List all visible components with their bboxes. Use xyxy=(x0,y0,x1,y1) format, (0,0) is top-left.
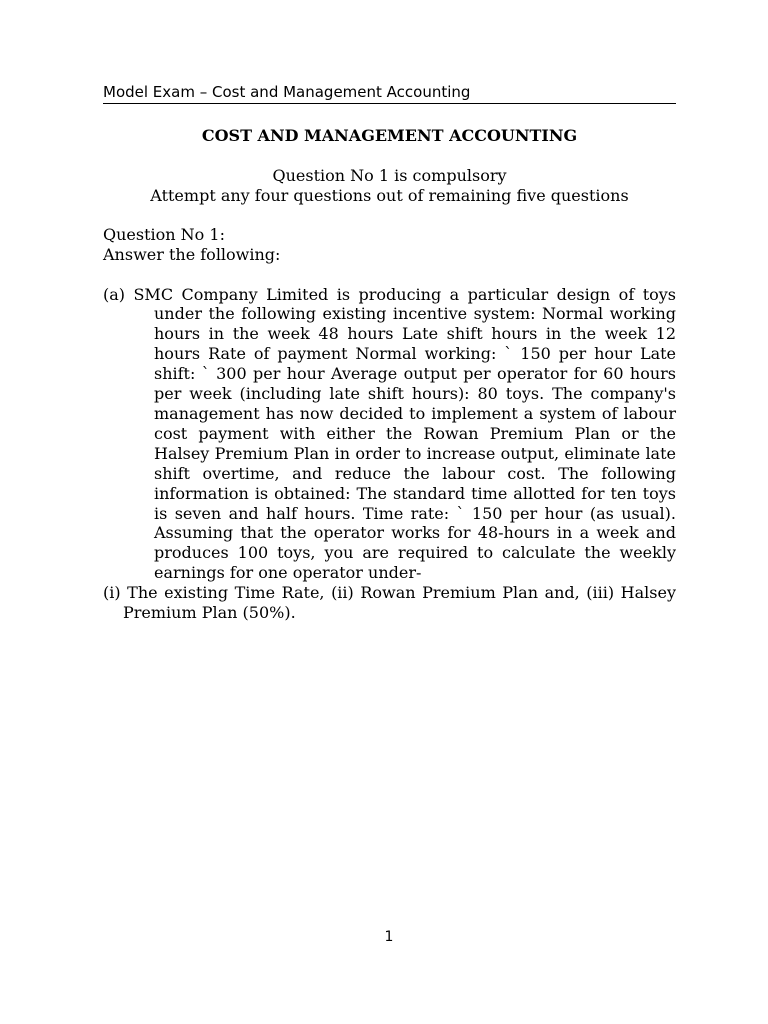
instruction-compulsory: Question No 1 is compulsory xyxy=(272,165,507,185)
page-number: 1 xyxy=(384,929,394,945)
question-heading: Question No 1: xyxy=(103,224,225,244)
instruction-attempt: Attempt any four questions out of remaining five questions xyxy=(150,185,629,205)
question-part-a-subparts: (i) The existing Time Rate, (ii) Rowan Premium Plan and, (iii) Halsey Premium Plan (50%). xyxy=(103,583,676,623)
document-title: COST AND MANAGEMENT ACCOUNTING xyxy=(201,126,578,145)
exam-instructions xyxy=(103,166,676,206)
question-part-a: (a) SMC Company Limited is producing a particular design of toys under the following existing incentive system: Normal working hours in the week 48 hours Late shift hours in the week 12 hours Rate of payment Normal working: ` 150 per hour Late shift: ` 300 per hour Average output per operator for 60 hours per week (including late shift hours): 80 toys. The company's management has now decided to implement a system of labour cost payment with either the Rowan Premium Plan or the Halsey Premium Plan in order to increase output, eliminate late shift overtime, and reduce the labour cost. The following information is obtained: The standard time allotted for ten toys is seven and half hours. Time rate: ` 150 per hour (as usual). Assuming that the operator works for 48-hours in a week and produces 100 toys, you are required to calculate the weekly earnings for one operator under- xyxy=(103,284,676,583)
question-intro: Answer the following: xyxy=(103,244,281,264)
document-body xyxy=(103,126,676,623)
running-header: Model Exam – Cost and Management Accounting xyxy=(103,82,676,104)
